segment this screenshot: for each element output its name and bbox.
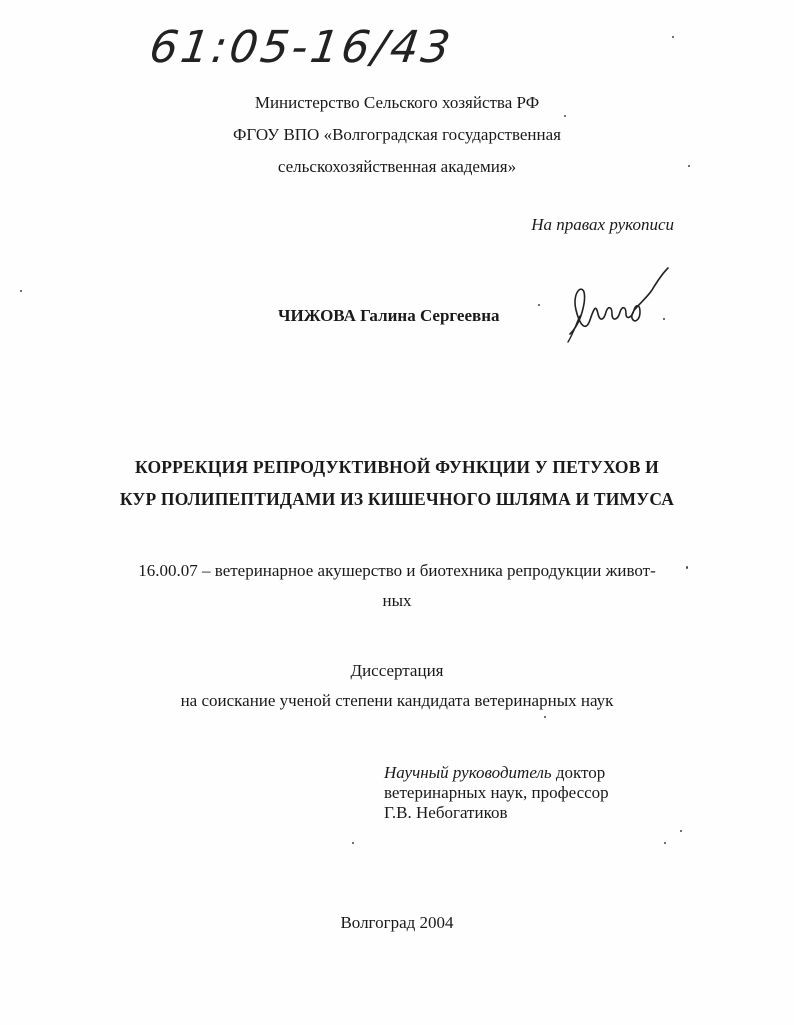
scan-speck	[564, 115, 566, 117]
scan-speck	[672, 36, 674, 38]
author-name: ЧИЖОВА Галина Сергеевна	[278, 306, 500, 325]
specialty-line-1: 16.00.07 – ветеринарное акушерство и биотехника репродукции живот-	[138, 561, 656, 580]
scan-speck	[663, 318, 665, 320]
document-type: Диссертация	[350, 661, 444, 680]
specialty-line-2: ных	[382, 591, 412, 610]
scan-speck	[664, 842, 666, 844]
rights-note: На правах рукописи	[531, 215, 674, 234]
ministry-line: Министерство Сельского хозяйства РФ	[254, 93, 540, 112]
scan-speck	[688, 165, 690, 167]
supervisor-line-1	[384, 762, 605, 784]
scan-speck	[352, 842, 354, 844]
degree-line: на соискание ученой степени кандидата ветеринарных наук	[180, 691, 614, 710]
institution-line-1: ФГОУ ВПО «Волгоградская государственная	[233, 125, 561, 144]
scan-speck	[538, 304, 540, 306]
supervisor-line-2: ветеринарных наук, профессор	[384, 783, 609, 802]
scan-speck	[20, 290, 22, 292]
supervisor-label: Научный руководитель	[384, 763, 552, 782]
archive-code-handwritten: 61:05-16/43	[146, 22, 457, 73]
dissertation-title-line-1: КОРРЕКЦИЯ РЕПРОДУКТИВНОЙ ФУНКЦИИ У ПЕТУХОВ И	[135, 457, 659, 477]
dissertation-title-line-2: КУР ПОЛИПЕПТИДАМИ ИЗ КИШЕЧНОГО ШЛЯМА И ТИМУСА	[119, 489, 675, 509]
supervisor-title: доктор	[551, 763, 606, 782]
supervisor-name: Г.В. Небогатиков	[384, 803, 508, 822]
scan-speck	[544, 716, 546, 718]
scan-speck	[680, 830, 682, 832]
institution-line-2: сельскохозяйственная академия»	[277, 157, 517, 176]
signature-icon	[560, 262, 680, 352]
city-year: Волгоград 2004	[340, 913, 454, 932]
scan-speck	[686, 566, 688, 569]
